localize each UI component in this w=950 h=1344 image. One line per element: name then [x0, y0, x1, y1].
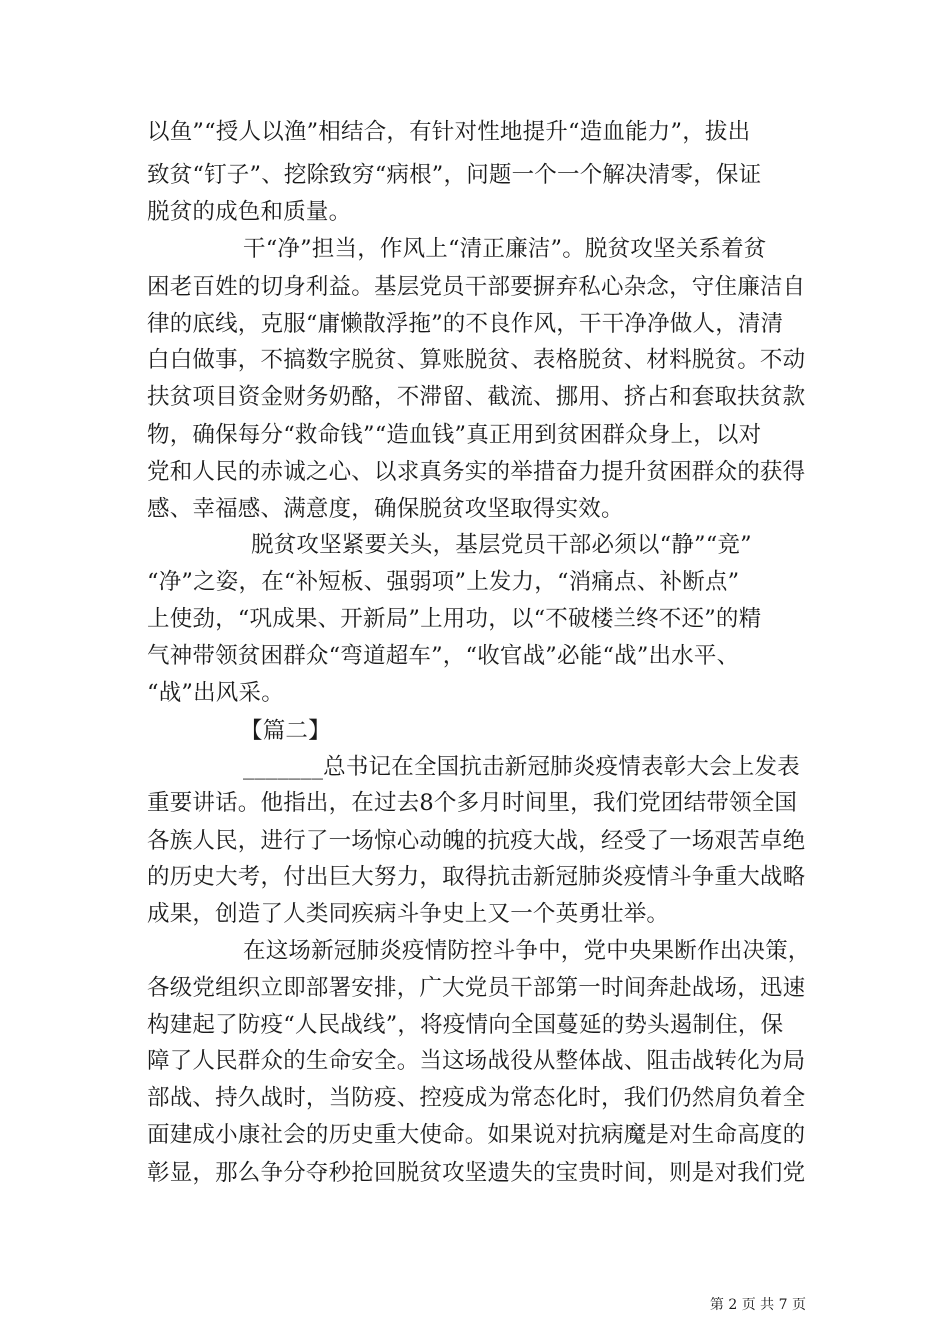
- text-line: 各级党组织立即部署安排，广大党员干部第一时间奔赴战场，迅速: [147, 975, 806, 1001]
- text-line: 白白做事，不搞数字脱贫、算账脱贫、表格脱贫、材料脱贫。不动: [147, 347, 806, 373]
- text-line: 的历史大考，付出巨大努力，取得抗击新冠肺炎疫情斗争重大战略: [147, 864, 806, 890]
- text-line: 党和人民的赤诚之心、以求真务实的举措奋力提升贫困群众的获得: [147, 459, 806, 485]
- text-line: 各族人民，进行了一场惊心动魄的抗疫大战，经受了一场艰苦卓绝: [147, 828, 806, 854]
- text-line: “净”之姿，在“补短板、强弱项”上发力，“消痛点、补断点”: [147, 569, 740, 595]
- text-line: 脱贫攻坚紧要关头，基层党员干部必须以“静”“竞”: [251, 532, 752, 558]
- text-line: 扶贫项目资金财务奶酪，不滞留、截流、挪用、挤占和套取扶贫款: [147, 384, 806, 410]
- text-line: 致贫“钉子”、挖除致穷“病根”，问题一个一个解决清零，保证: [147, 162, 762, 188]
- section-heading: 【篇二】: [240, 718, 331, 744]
- text-line: _______总书记在全国抗击新冠肺炎疫情表彰大会上发表: [243, 754, 800, 780]
- text-line: 律的底线，克服“庸懒散浮拖”的不良作风，干干净净做人，清清: [147, 311, 784, 337]
- text-line: 彰显，那么争分夺秒抢回脱贫攻坚遗失的宝贵时间，则是对我们党: [147, 1160, 806, 1186]
- text-line: 气神带领贫困群众“弯道超车”，“收官战”必能“战”出水平、: [147, 643, 740, 669]
- text-line: 干“净”担当，作风上“清正廉洁”。脱贫攻坚关系着贫: [243, 236, 767, 262]
- text-line: 感、幸福感、满意度，确保脱贫攻坚取得实效。: [147, 496, 624, 522]
- text-line: 困老百姓的切身利益。基层党员干部要摒弃私心杂念，守住廉洁自: [147, 274, 806, 300]
- text-line: 以鱼”“授人以渔”相结合，有针对性地提升“造血能力”，拔出: [147, 119, 751, 145]
- text-line: 脱贫的成色和质量。: [147, 199, 352, 225]
- text-line: 重要讲话。他指出，在过去8个多月时间里，我们党团结带领全国: [147, 790, 798, 816]
- text-line: 构建起了防疫“人民战线”，将疫情向全国蔓延的势头遏制住，保: [147, 1012, 784, 1038]
- text-line: 成果，创造了人类同疾病斗争史上又一个英勇壮举。: [147, 901, 670, 927]
- text-line: “战”出风采。: [147, 680, 284, 706]
- text-line: 部战、持久战时，当防疫、控疫成为常态化时，我们仍然肩负着全: [147, 1085, 806, 1111]
- text-line: 在这场新冠肺炎疫情防控斗争中，党中央果断作出决策，: [243, 938, 811, 964]
- page-number: 第 2 页 共 7 页: [709, 1297, 806, 1313]
- text-line: 障了人民群众的生命安全。当这场战役从整体战、阻击战转化为局: [147, 1048, 806, 1074]
- text-line: 上使劲，“巩成果、开新局”上用功，以“不破楼兰终不还”的精: [147, 606, 762, 632]
- text-line: 面建成小康社会的历史重大使命。如果说对抗病魔是对生命高度的: [147, 1122, 806, 1148]
- text-line: 物，确保每分“救命钱”“造血钱”真正用到贫困群众身上，以对: [147, 422, 762, 448]
